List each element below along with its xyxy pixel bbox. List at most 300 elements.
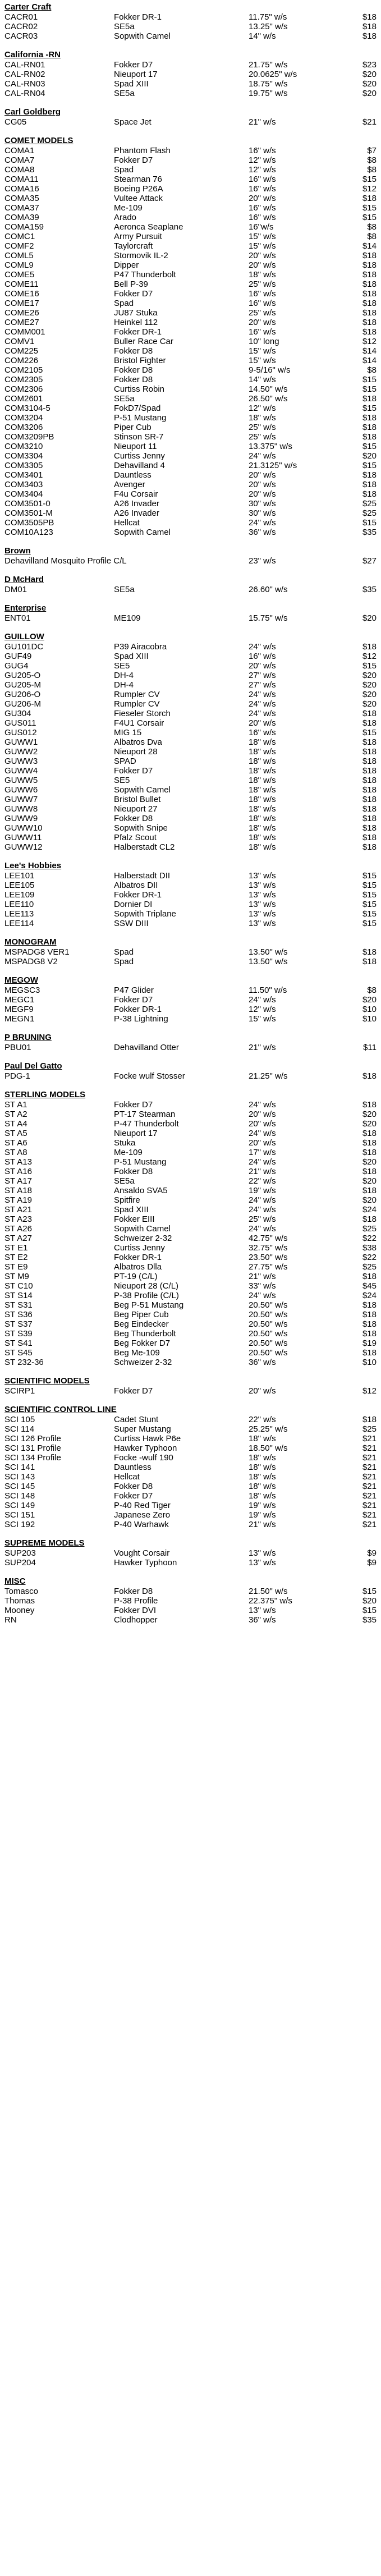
model-row — [4, 1005, 377, 1014]
model-row — [4, 165, 377, 175]
price: $18 — [362, 489, 377, 499]
price: $18 — [362, 327, 377, 337]
manufacturer-heading: Paul Del Gatto — [4, 1061, 62, 1071]
model-row — [4, 1129, 377, 1138]
model-code: ST S45 — [4, 1348, 33, 1358]
model-name: Spad — [114, 947, 134, 957]
model-code: SCI 145 — [4, 1482, 35, 1491]
model-row — [4, 423, 377, 432]
model-name: A26 Invader — [114, 508, 159, 518]
model-name: MIG 15 — [114, 728, 142, 737]
model-name: Sopwith Camel — [114, 1224, 171, 1234]
model-code: COME27 — [4, 318, 39, 327]
model-row — [4, 1281, 377, 1291]
price: $15 — [362, 213, 377, 222]
manufacturer-heading: Carl Goldberg — [4, 107, 61, 117]
price: $8 — [367, 165, 377, 175]
model-row — [4, 1329, 377, 1339]
model-name: Halberstadt CL2 — [114, 842, 175, 852]
model-code: COM3404 — [4, 489, 43, 499]
price: $15 — [362, 203, 377, 213]
price: $18 — [362, 1415, 377, 1424]
model-row — [4, 699, 377, 709]
wingspan: 15" w/s — [249, 346, 276, 356]
model-code: COMA159 — [4, 222, 44, 232]
model-name: Spad — [114, 165, 134, 175]
manufacturer-section — [4, 107, 377, 127]
model-code: SCI 141 — [4, 1463, 35, 1472]
price: $22 — [362, 1234, 377, 1243]
model-code: ST A8 — [4, 1148, 27, 1157]
price: $35 — [362, 528, 377, 537]
manufacturer-heading: GUILLOW — [4, 632, 44, 641]
wingspan: 16" w/s — [249, 213, 276, 222]
wingspan: 15" w/s — [249, 232, 276, 241]
model-name: P47 Thunderbolt — [114, 270, 176, 279]
manufacturer-heading: STERLING MODELS — [4, 1090, 86, 1099]
model-name: Fokker DR-1 — [114, 12, 162, 22]
price: $15 — [362, 375, 377, 384]
price: $10 — [362, 1014, 377, 1024]
wingspan: 20" w/s — [249, 489, 276, 499]
wingspan: 18" w/s — [249, 804, 276, 814]
model-name: SE5 — [114, 776, 130, 785]
model-code: ST A26 — [4, 1224, 32, 1234]
price: $15 — [362, 909, 377, 919]
model-name: P-38 Lightning — [114, 1014, 168, 1024]
wingspan: 18" w/s — [249, 814, 276, 823]
model-row — [4, 671, 377, 680]
model-name: Curtiss Hawk P6e — [114, 1434, 181, 1443]
model-code: GUWW3 — [4, 757, 38, 766]
model-name: Fokker D7 — [114, 1491, 153, 1501]
wingspan: 16" w/s — [249, 203, 276, 213]
model-name: Fokker D8 — [114, 814, 153, 823]
model-code: RN — [4, 1615, 17, 1625]
model-row — [4, 890, 377, 900]
price: $20 — [362, 699, 377, 709]
wingspan: 22" w/s — [249, 1176, 276, 1186]
price: $21 — [362, 1520, 377, 1529]
model-row — [4, 12, 377, 22]
wingspan: 13" w/s — [249, 881, 276, 890]
model-name: Focke -wulf 190 — [114, 1453, 173, 1463]
model-code: LEE114 — [4, 919, 34, 928]
manufacturer-heading: SCIENTIFIC CONTROL LINE — [4, 1405, 117, 1414]
model-code: ST S14 — [4, 1291, 33, 1300]
model-name: Stearman 76 — [114, 175, 162, 184]
model-code: GUG4 — [4, 661, 29, 671]
wingspan: 20.0625" w/s — [249, 70, 297, 79]
wingspan: 13" w/s — [249, 1558, 276, 1567]
model-name: Hawker Typhoon — [114, 1558, 177, 1567]
model-name: Fokker D7 — [114, 995, 153, 1005]
price: $8 — [367, 365, 377, 375]
model-code: ST A18 — [4, 1186, 32, 1195]
model-row — [4, 384, 377, 394]
wingspan: 18" w/s — [249, 833, 276, 842]
price: $25 — [362, 1262, 377, 1272]
model-name: Pfalz Scout — [114, 833, 157, 842]
model-code: SCI 131 Profile — [4, 1443, 61, 1453]
wingspan: 18" w/s — [249, 776, 276, 785]
model-name: Albatros Dlla — [114, 1262, 162, 1272]
model-row — [4, 1100, 377, 1110]
model-row — [4, 394, 377, 404]
model-code: COMC1 — [4, 232, 35, 241]
manufacturer-section — [4, 603, 377, 623]
model-name: Spad XIII — [114, 79, 149, 89]
price: $15 — [362, 661, 377, 671]
model-code: ST E1 — [4, 1243, 28, 1253]
wingspan: 13.50" w/s — [249, 957, 288, 966]
wingspan: 25" w/s — [249, 423, 276, 432]
model-name: Heinkel 112 — [114, 318, 158, 327]
model-row — [4, 356, 377, 365]
model-row — [4, 919, 377, 928]
wingspan: 16" w/s — [249, 327, 276, 337]
price: $8 — [367, 155, 377, 165]
price: $18 — [362, 757, 377, 766]
model-name: Spad — [114, 299, 134, 308]
wingspan: 24" w/s — [249, 1205, 276, 1214]
model-row — [4, 1310, 377, 1319]
model-name: Stuka — [114, 1138, 136, 1148]
model-row — [4, 1558, 377, 1567]
price: $15 — [362, 1606, 377, 1615]
model-code: GUS011 — [4, 718, 36, 728]
model-name: Fieseler Storch — [114, 709, 171, 718]
price: $27 — [362, 556, 377, 566]
model-code: ST A19 — [4, 1195, 32, 1205]
wingspan: 13" w/s — [249, 871, 276, 881]
wingspan: 21" w/s — [249, 1272, 276, 1281]
model-code: GU205-M — [4, 680, 42, 690]
price: $24 — [362, 1205, 377, 1214]
price: $20 — [362, 451, 377, 461]
price: $18 — [362, 432, 377, 442]
wingspan: 18" w/s — [249, 1434, 276, 1443]
model-row — [4, 528, 377, 537]
wingspan: 24" w/s — [249, 1195, 276, 1205]
model-row — [4, 766, 377, 776]
price: $18 — [362, 785, 377, 795]
wingspan: 12" w/s — [249, 165, 276, 175]
model-row — [4, 1615, 377, 1625]
model-code: MSPADG8 V2 — [4, 957, 58, 966]
wingspan: 20.50" w/s — [249, 1300, 288, 1310]
wingspan: 18.50" w/s — [249, 1443, 288, 1453]
manufacturer-heading: California -RN — [4, 50, 61, 59]
price: $18 — [362, 470, 377, 480]
model-code: GUWW1 — [4, 737, 38, 747]
model-row — [4, 1262, 377, 1272]
wingspan: 13.25" w/s — [249, 22, 288, 31]
model-row — [4, 31, 377, 41]
model-name: PT-19 (C/L) — [114, 1272, 158, 1281]
wingspan: 9-5/16" w/s — [249, 365, 291, 375]
model-name: Sopwith Camel — [114, 31, 171, 41]
model-code: SCI 151 — [4, 1510, 35, 1520]
manufacturer-heading: Lee's Hobbies — [4, 861, 62, 870]
price: $18 — [362, 957, 377, 966]
model-name: Beg Piper Cub — [114, 1310, 169, 1319]
model-name: Dauntless — [114, 1463, 152, 1472]
model-code: ST A17 — [4, 1176, 32, 1186]
manufacturer-section — [4, 861, 377, 928]
price: $18 — [362, 718, 377, 728]
model-row — [4, 1253, 377, 1262]
model-row — [4, 1596, 377, 1606]
price: $9 — [367, 1558, 377, 1567]
model-row — [4, 432, 377, 442]
model-code: GUWW11 — [4, 833, 42, 842]
model-name: SE5a — [114, 394, 135, 404]
wingspan: 36" w/s — [249, 1615, 276, 1625]
price: $18 — [362, 299, 377, 308]
model-name: Albatros DII — [114, 881, 158, 890]
model-code: GUWW12 — [4, 842, 43, 852]
model-row — [4, 690, 377, 699]
model-name: P-40 Warhawk — [114, 1520, 169, 1529]
model-name: PT-17 Stearman — [114, 1110, 176, 1119]
price: $10 — [362, 1358, 377, 1367]
model-row — [4, 1014, 377, 1024]
model-code: COME11 — [4, 279, 39, 289]
model-code: SCIRP1 — [4, 1386, 35, 1396]
price: $21 — [362, 1434, 377, 1443]
model-row — [4, 489, 377, 499]
model-name: Fokker D8 — [114, 346, 153, 356]
wingspan: 18" w/s — [249, 785, 276, 795]
model-name: Hellcat — [114, 1472, 140, 1482]
price: $18 — [362, 1138, 377, 1148]
wingspan: 18" w/s — [249, 1482, 276, 1491]
model-code: COM3204 — [4, 413, 43, 423]
price: $15 — [362, 461, 377, 470]
model-name: Nieuport 28 — [114, 747, 158, 757]
model-code: ST A21 — [4, 1205, 32, 1214]
model-name: Boeing P26A — [114, 184, 163, 194]
price: $18 — [362, 1148, 377, 1157]
price: $18 — [362, 194, 377, 203]
model-row — [4, 117, 377, 127]
price: $18 — [362, 747, 377, 757]
model-row — [4, 814, 377, 823]
wingspan: 36" w/s — [249, 528, 276, 537]
price: $25 — [362, 499, 377, 508]
manufacturer-section — [4, 632, 377, 852]
price: $18 — [362, 814, 377, 823]
wingspan: 20" w/s — [249, 1386, 276, 1396]
model-row — [4, 413, 377, 423]
model-code: SCI 134 Profile — [4, 1453, 61, 1463]
model-name: Fokker DR-1 — [114, 327, 162, 337]
model-code: SCI 126 Profile — [4, 1434, 61, 1443]
manufacturer-heading: SUPREME MODELS — [4, 1538, 85, 1548]
price: $15 — [362, 175, 377, 184]
model-name: Beg Me-109 — [114, 1348, 160, 1358]
manufacturer-section — [4, 975, 377, 1024]
model-name: P-38 Profile — [114, 1596, 158, 1606]
wingspan: 25" w/s — [249, 279, 276, 289]
wingspan: 32.75" w/s — [249, 1243, 288, 1253]
model-code: MEGSC3 — [4, 986, 40, 995]
price: $20 — [362, 680, 377, 690]
model-code: GUWW7 — [4, 795, 38, 804]
model-code: SCI 149 — [4, 1501, 35, 1510]
model-row — [4, 1587, 377, 1596]
model-code: MEGC1 — [4, 995, 35, 1005]
price: $18 — [362, 31, 377, 41]
model-name: Fokker D7 — [114, 766, 153, 776]
model-code: COM3304 — [4, 451, 43, 461]
price: $15 — [362, 890, 377, 900]
model-row — [4, 1491, 377, 1501]
model-row — [4, 709, 377, 718]
wingspan: 13.375" w/s — [249, 442, 292, 451]
model-code: ST A2 — [4, 1110, 27, 1119]
price: $18 — [362, 260, 377, 270]
model-name: Dehavilland Otter — [114, 1043, 179, 1052]
model-name: Rumpler CV — [114, 699, 160, 709]
wingspan: 25" w/s — [249, 432, 276, 442]
price: $25 — [362, 1424, 377, 1434]
wingspan: 20.50" w/s — [249, 1329, 288, 1339]
model-code: COM3505PB — [4, 518, 54, 528]
price: $15 — [362, 384, 377, 394]
manufacturer-section — [4, 2, 377, 41]
manufacturer-section — [4, 1033, 377, 1052]
wingspan: 13" w/s — [249, 909, 276, 919]
price: $24 — [362, 1291, 377, 1300]
price: $10 — [362, 1005, 377, 1014]
model-code: COME17 — [4, 299, 39, 308]
model-row — [4, 795, 377, 804]
model-row — [4, 1434, 377, 1443]
price: $12 — [362, 652, 377, 661]
model-code: GUF49 — [4, 652, 32, 661]
wingspan: 17" w/s — [249, 1148, 276, 1157]
price: $12 — [362, 184, 377, 194]
model-code: COM2601 — [4, 394, 43, 404]
model-code: LEE101 — [4, 871, 35, 881]
model-row — [4, 289, 377, 299]
model-row — [4, 89, 377, 98]
model-name: Beg Eindecker — [114, 1319, 169, 1329]
price: $20 — [362, 995, 377, 1005]
price: $21 — [362, 1482, 377, 1491]
manufacturer-heading: D McHard — [4, 575, 44, 584]
wingspan: 24" w/s — [249, 1291, 276, 1300]
model-name: Bristol Bullet — [114, 795, 161, 804]
model-name: Spitfire — [114, 1195, 140, 1205]
price: $18 — [362, 289, 377, 299]
model-code: MSPADG8 VER1 — [4, 947, 70, 957]
wingspan: 20" w/s — [249, 718, 276, 728]
model-row — [4, 299, 377, 308]
model-row — [4, 1272, 377, 1281]
model-code: SCI 148 — [4, 1491, 35, 1501]
model-row — [4, 986, 377, 995]
price: $35 — [362, 585, 377, 594]
wingspan: 20" w/s — [249, 1110, 276, 1119]
model-name: Hawker Typhoon — [114, 1443, 177, 1453]
wingspan: 21.50" w/s — [249, 1587, 288, 1596]
model-code: GU206-O — [4, 690, 41, 699]
model-code: COM226 — [4, 356, 39, 365]
model-code: PBU01 — [4, 1043, 31, 1052]
model-row — [4, 1415, 377, 1424]
model-row — [4, 442, 377, 451]
model-name: Arado — [114, 213, 137, 222]
price: $18 — [362, 394, 377, 404]
model-name: ME109 — [114, 613, 141, 623]
model-name: P-40 Red Tiger — [114, 1501, 171, 1510]
price: $18 — [362, 1329, 377, 1339]
model-row — [4, 1224, 377, 1234]
price: $18 — [362, 1214, 377, 1224]
model-row — [4, 184, 377, 194]
model-name: Vultee Attack — [114, 194, 163, 203]
wingspan: 23.50" w/s — [249, 1253, 288, 1262]
price: $22 — [362, 1253, 377, 1262]
price: $14 — [362, 356, 377, 365]
wingspan: 16" w/s — [249, 728, 276, 737]
model-row — [4, 146, 377, 155]
model-code: ENT01 — [4, 613, 31, 623]
model-code: ST C10 — [4, 1281, 33, 1291]
model-row — [4, 346, 377, 356]
model-code: ST S37 — [4, 1319, 33, 1329]
price: $25 — [362, 1224, 377, 1234]
model-code: LEE113 — [4, 909, 34, 919]
model-name: Schweizer 2-32 — [114, 1234, 172, 1243]
model-row — [4, 833, 377, 842]
model-code: CACR02 — [4, 22, 38, 31]
model-name: Dauntless — [114, 470, 152, 480]
wingspan: 20.50" w/s — [249, 1310, 288, 1319]
model-row — [4, 757, 377, 766]
model-row — [4, 1214, 377, 1224]
price: $7 — [367, 146, 377, 155]
model-row — [4, 737, 377, 747]
model-row — [4, 1548, 377, 1558]
model-name: Stormovik IL-2 — [114, 251, 168, 260]
price: $45 — [362, 1281, 377, 1291]
model-name: SE5a — [114, 22, 135, 31]
price: $18 — [362, 12, 377, 22]
model-row — [4, 1167, 377, 1176]
model-name: Curtiss Robin — [114, 384, 165, 394]
model-row — [4, 79, 377, 89]
model-row — [4, 871, 377, 881]
model-code: GU206-M — [4, 699, 42, 709]
wingspan: 16"w/s — [249, 222, 274, 232]
model-row — [4, 404, 377, 413]
model-code: ST S31 — [4, 1300, 33, 1310]
price: $18 — [362, 766, 377, 776]
model-name: Fokker D7 — [114, 60, 153, 70]
model-code: COML5 — [4, 251, 34, 260]
wingspan: 13" w/s — [249, 900, 276, 909]
model-row — [4, 251, 377, 260]
model-name: Fokker D7 — [114, 1386, 153, 1396]
model-row — [4, 804, 377, 814]
wingspan: 16" w/s — [249, 299, 276, 308]
price: $20 — [362, 1157, 377, 1167]
model-code: COMM001 — [4, 327, 45, 337]
